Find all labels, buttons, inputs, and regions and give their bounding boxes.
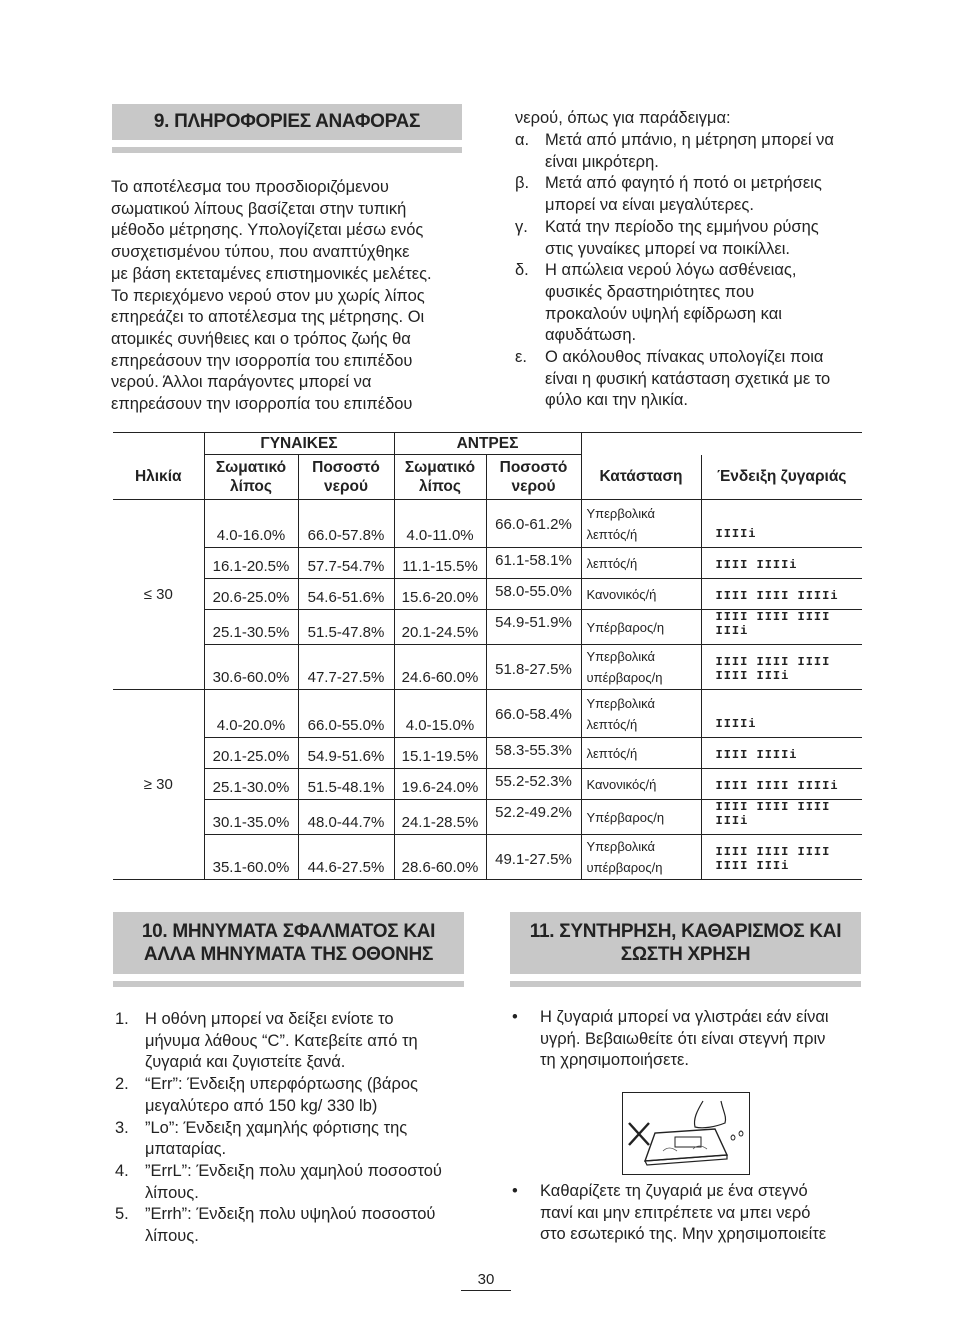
women-fat-cell: 30.1-35.0% xyxy=(204,800,298,835)
list-item xyxy=(515,130,865,173)
state-cell xyxy=(581,579,701,610)
list-item xyxy=(515,347,865,412)
list-item xyxy=(515,260,865,347)
bullet-marker: • xyxy=(512,1008,518,1026)
men-water-cell: 51.8-27.5% xyxy=(486,645,581,690)
list-line: λίπους. xyxy=(145,1183,199,1202)
women-fat-cell: 20.6-25.0% xyxy=(204,579,298,610)
scale-indicator-cell xyxy=(701,835,862,880)
list-line: φυσικές δραστηριότητες που xyxy=(545,282,755,301)
state-cell xyxy=(581,835,701,880)
wet-scale-warning-illustration xyxy=(622,1092,750,1175)
list-marker: β. xyxy=(515,174,530,193)
age-group-cell: ≥ 30 xyxy=(113,690,204,880)
list-line: αφυδάτωση. xyxy=(545,326,637,345)
paragraph-line: μέθοδο μέτρησης. Υπολογίζεται μέσω ενός xyxy=(111,221,424,240)
slippery-scale-icon xyxy=(623,1093,749,1174)
section-9-list xyxy=(515,130,865,412)
men-fat-cell: 24.6-60.0% xyxy=(394,645,486,690)
section-9-continuation xyxy=(515,108,731,130)
list-line: Ο ακόλουθος πίνακας υπολογίζει ποια xyxy=(545,348,824,367)
table-row xyxy=(113,690,862,738)
scale-segment-indicator-icon: IIII IIIIi xyxy=(715,748,798,762)
men-fat-cell: 28.6-60.0% xyxy=(394,835,486,880)
state-line: λεπτός/ή xyxy=(586,526,638,542)
header-men-fat xyxy=(394,455,486,500)
women-water-cell: 44.6-27.5% xyxy=(298,835,394,880)
scale-segment-indicator-icon: IIIIi xyxy=(715,717,757,731)
header-age: Ηλικία xyxy=(113,455,204,500)
scale-indicator-cell xyxy=(701,645,862,690)
section-9-title xyxy=(112,104,462,140)
table-row xyxy=(113,835,862,880)
women-fat-cell: 20.1-25.0% xyxy=(204,738,298,769)
scale-indicator-cell xyxy=(701,579,862,610)
women-fat-cell: 16.1-20.5% xyxy=(204,548,298,579)
continuation-text: νερού, όπως για παράδειγμα: xyxy=(515,109,731,127)
header-men-water xyxy=(486,455,581,500)
list-marker: γ. xyxy=(515,217,528,236)
table-body xyxy=(113,500,862,880)
scale-indicator-cell xyxy=(701,769,862,800)
women-fat-cell: 30.6-60.0% xyxy=(204,645,298,690)
list-line: Η οθόνη μπορεί να δείξει ενίοτε το xyxy=(145,1010,394,1028)
list-item xyxy=(512,1181,872,1246)
paragraph-line: επηρεάσουν την ισορροπία του επιπέδου xyxy=(111,351,413,370)
scale-segment-indicator-icon: IIII IIII IIII IIIi xyxy=(715,800,831,828)
header-men: ΑΝΤΡΕΣ xyxy=(394,433,581,455)
men-water-cell: 58.0-55.0% xyxy=(486,579,581,610)
list-line: πανί και μην επιτρέπετε να μπει νερό xyxy=(540,1203,811,1222)
page-number: 30 xyxy=(461,1270,511,1291)
section-10-list xyxy=(115,1009,475,1248)
men-fat-cell: 11.1-15.5% xyxy=(394,548,486,579)
women-fat-cell: 4.0-16.0% xyxy=(204,500,298,548)
state-cell xyxy=(581,500,701,548)
list-item xyxy=(115,1074,475,1117)
list-marker: 5. xyxy=(115,1205,129,1224)
table-corner xyxy=(113,433,204,455)
table-row xyxy=(113,800,862,835)
list-item xyxy=(115,1118,475,1161)
paragraph-line: νερού. Άλλοι παράγοντες μπορεί να xyxy=(111,373,372,392)
section-10-title-line: 10. ΜΗΝΥΜΑΤΑ ΣΦΑΛΜΑΤΟΣ ΚΑΙ xyxy=(141,921,436,942)
header-text: νερού xyxy=(323,478,369,495)
women-water-cell: 66.0-55.0% xyxy=(298,690,394,738)
state-line: Υπερβολικά xyxy=(586,505,656,521)
list-line: φύλο και την ηλικία. xyxy=(545,391,688,410)
header-text: Σωματικό xyxy=(404,459,476,476)
list-line: Κατά την περίοδο της εμμήνου ρύσης xyxy=(545,217,819,236)
list-line: είναι η φυσική κατάσταση σχετικά με το xyxy=(545,369,831,388)
header-text: Ποσοστό xyxy=(499,459,568,476)
list-line: μπορεί να είναι μεγαλύτερες. xyxy=(545,196,754,215)
list-line: ”Lo”: Ένδειξη χαμηλής φόρτισης της xyxy=(145,1118,408,1137)
header-women: ΓΥΝΑΙΚΕΣ xyxy=(204,433,394,455)
scale-segment-indicator-icon: IIII IIIIi xyxy=(715,558,798,572)
list-line: ζυγαριά και ζυγιστείτε ξανά. xyxy=(145,1053,346,1072)
list-line: μήνυμα λάθους “C”. Κατεβείτε από τη xyxy=(145,1031,418,1050)
men-water-cell: 66.0-58.4% xyxy=(486,690,581,738)
scale-indicator-cell xyxy=(701,610,862,645)
list-line: λίπους. xyxy=(145,1227,199,1246)
men-fat-cell: 24.1-28.5% xyxy=(394,800,486,835)
age-group-cell: ≤ 30 xyxy=(113,500,204,690)
men-fat-cell: 19.6-24.0% xyxy=(394,769,486,800)
table-row xyxy=(113,500,862,548)
women-water-cell: 54.6-51.6% xyxy=(298,579,394,610)
header-women-fat xyxy=(204,455,298,500)
state-line: λεπτός/ή xyxy=(586,555,638,571)
section-10-rule xyxy=(113,981,464,987)
header-women-water xyxy=(298,455,394,500)
men-water-cell: 52.2-49.2% xyxy=(486,800,581,835)
women-water-cell: 51.5-47.8% xyxy=(298,610,394,645)
list-line: “Err”: Ένδειξη υπερφόρτωσης (βάρος xyxy=(145,1075,418,1094)
list-line: μπαταρίας. xyxy=(145,1140,227,1159)
list-line: στο εσωτερικό της. Μην χρησιμοποιείτε xyxy=(540,1225,827,1244)
paragraph-line: Το αποτέλεσμα του προσδιοριζόμενου xyxy=(111,178,389,196)
state-line: Υπερβολικά xyxy=(586,839,656,854)
men-fat-cell: 15.6-20.0% xyxy=(394,579,486,610)
men-fat-cell: 4.0-11.0% xyxy=(394,500,486,548)
state-cell xyxy=(581,645,701,690)
bullet-marker: • xyxy=(512,1182,518,1200)
list-line: Μετά από φαγητό ή ποτό οι μετρήσεις xyxy=(545,174,822,193)
header-text: λίπος xyxy=(419,478,461,495)
state-cell xyxy=(581,738,701,769)
paragraph-line: Το περιεχόμενο νερού στον μυ χωρίς λίπος xyxy=(111,286,425,305)
header-text: Σωματικό xyxy=(215,459,287,476)
table-row xyxy=(113,738,862,769)
list-line: τη χρησιμοποιήσετε. xyxy=(540,1051,689,1070)
scale-indicator-cell xyxy=(701,800,862,835)
women-water-cell: 48.0-44.7% xyxy=(298,800,394,835)
header-text: λίπος xyxy=(230,478,272,495)
paragraph-line: συσχετισμένου τύπου, που αναπτύχθηκε xyxy=(111,243,410,262)
state-line: Κανονικός/ή xyxy=(586,776,657,792)
header-state: Κατάσταση xyxy=(581,455,701,500)
state-line: λεπτός/ή xyxy=(586,745,638,761)
scale-segment-indicator-icon: IIIIi xyxy=(715,527,757,541)
section-11-title-line: 11. ΣΥΝΤΗΡΗΣΗ, ΚΑΘΑΡΙΣΜΟΣ ΚΑΙ xyxy=(529,921,842,942)
scale-indicator-cell xyxy=(701,548,862,579)
section-11-title xyxy=(510,912,861,974)
section-9-paragraph xyxy=(111,177,471,416)
state-line: Υπερβολικά xyxy=(586,649,656,664)
state-cell xyxy=(581,548,701,579)
men-water-cell: 58.3-55.3% xyxy=(486,738,581,769)
women-fat-cell: 25.1-30.5% xyxy=(204,610,298,645)
paragraph-line: με βάση εκτεταμένες επιστημονικές μελέτες. xyxy=(111,264,432,283)
list-marker: 4. xyxy=(115,1161,129,1180)
table-row xyxy=(113,610,862,645)
women-water-cell: 57.7-54.7% xyxy=(298,548,394,579)
state-cell xyxy=(581,690,701,738)
men-water-cell: 55.2-52.3% xyxy=(486,769,581,800)
list-line: Η ζυγαριά μπορεί να γλιστράει εάν είναι xyxy=(540,1008,829,1026)
men-water-cell: 66.0-61.2% xyxy=(486,500,581,548)
women-water-cell: 66.0-57.8% xyxy=(298,500,394,548)
men-fat-cell: 4.0-15.0% xyxy=(394,690,486,738)
men-water-cell: 54.9-51.9% xyxy=(486,610,581,645)
list-item xyxy=(515,217,865,260)
list-line: στις γυναίκες μπορεί να ποικίλλει. xyxy=(545,239,790,258)
list-line: υγρή. Βεβαιωθείτε ότι είναι στεγνή πριν xyxy=(540,1029,826,1048)
section-9-rule xyxy=(112,147,462,153)
state-line: λεπτός/ή xyxy=(586,716,638,732)
men-fat-cell: 20.1-24.5% xyxy=(394,610,486,645)
list-item xyxy=(512,1007,872,1072)
section-11-rule xyxy=(510,981,861,987)
header-indicator: Ένδειξη ζυγαριάς xyxy=(701,455,862,500)
state-line: υπέρβαρος/η xyxy=(586,670,663,685)
women-fat-cell: 25.1-30.0% xyxy=(204,769,298,800)
state-line: Κανονικός/ή xyxy=(586,586,657,602)
list-item xyxy=(115,1204,475,1247)
men-water-cell: 61.1-58.1% xyxy=(486,548,581,579)
paragraph-line: σωματικού λίπους βασίζεται στην τυπική xyxy=(111,199,407,218)
list-marker: α. xyxy=(515,131,530,149)
section-11-list-a xyxy=(512,1007,872,1072)
state-cell xyxy=(581,800,701,835)
list-marker: 3. xyxy=(115,1118,129,1137)
scale-segment-indicator-icon: IIII IIII IIIIi xyxy=(715,589,839,603)
list-marker: δ. xyxy=(515,261,529,280)
table-row xyxy=(113,579,862,610)
scale-segment-indicator-icon: IIII IIII IIIIi xyxy=(715,779,839,793)
list-line: είναι μικρότερη. xyxy=(545,152,659,171)
men-fat-cell: 15.1-19.5% xyxy=(394,738,486,769)
scale-indicator-cell xyxy=(701,738,862,769)
state-line: Υπέρβαρος/η xyxy=(586,809,665,825)
list-item xyxy=(115,1009,475,1074)
header-text: Ποσοστό xyxy=(312,459,380,476)
state-cell xyxy=(581,610,701,645)
paragraph-line: επηρεάζει το αποτέλεσμα της μέτρησης. Οι xyxy=(111,308,425,327)
list-marker: ε. xyxy=(515,348,527,367)
paragraph-line: ατομικές συνήθειες και ο τρόπος ζωής θα xyxy=(111,329,411,348)
list-line: Μετά από μπάνιο, η μέτρηση μπορεί να xyxy=(545,131,834,149)
list-marker: 2. xyxy=(115,1075,129,1094)
list-line: Καθαρίζετε τη ζυγαριά με ένα στεγνό xyxy=(540,1182,808,1200)
section-9-title-text: 9. ΠΛΗΡΟΦΟΡΙΕΣ ΑΝΑΦΟΡΑΣ xyxy=(153,111,421,132)
section-11-list-b xyxy=(512,1181,872,1246)
scale-indicator-cell xyxy=(701,690,862,738)
section-10-title-line: ΑΛΛΑ ΜΗΝΥΜΑΤΑ ΤΗΣ ΟΘΟΝΗΣ xyxy=(143,944,434,965)
scale-segment-indicator-icon: IIII IIII IIII IIII IIIi xyxy=(715,845,831,873)
body-fat-reference-table xyxy=(113,432,862,880)
scale-segment-indicator-icon: IIII IIII IIII IIIi xyxy=(715,610,831,638)
scale-segment-indicator-icon: IIII IIII IIII IIII IIIi xyxy=(715,655,831,683)
list-line: ”Errh”: Ένδειξη πολυ υψηλού ποσοστού xyxy=(145,1205,436,1224)
header-blank xyxy=(581,433,862,455)
women-fat-cell: 4.0-20.0% xyxy=(204,690,298,738)
list-marker: 1. xyxy=(115,1010,129,1028)
list-item xyxy=(115,1161,475,1204)
state-cell xyxy=(581,769,701,800)
women-water-cell: 51.5-48.1% xyxy=(298,769,394,800)
scale-indicator-cell xyxy=(701,500,862,548)
men-water-cell: 49.1-27.5% xyxy=(486,835,581,880)
section-10-title xyxy=(113,912,464,974)
women-water-cell: 54.9-51.6% xyxy=(298,738,394,769)
table-row xyxy=(113,645,862,690)
state-line: υπέρβαρος/η xyxy=(586,860,663,875)
header-text: νερού xyxy=(511,478,556,495)
list-line: Η απώλεια νερού λόγω ασθένειας, xyxy=(545,261,797,280)
list-line: ”ErrL”: Ένδειξη πολυ χαμηλού ποσοστού xyxy=(145,1161,442,1180)
list-line: προκαλούν υψηλή εφίδρωση και xyxy=(545,304,782,323)
table-row xyxy=(113,769,862,800)
state-line: Υπέρβαρος/η xyxy=(586,619,665,635)
women-fat-cell: 35.1-60.0% xyxy=(204,835,298,880)
list-item xyxy=(515,173,865,216)
section-11-title-line: ΣΩΣΤΗ ΧΡΗΣΗ xyxy=(620,944,751,965)
table-row xyxy=(113,548,862,579)
list-line: μεγαλύτερο από 150 kg/ 330 lb) xyxy=(145,1096,378,1115)
state-line: Υπερβολικά xyxy=(586,695,656,711)
paragraph-line: επηρεάσουν την ισορροπία του επιπέδου xyxy=(111,395,413,414)
women-water-cell: 47.7-27.5% xyxy=(298,645,394,690)
